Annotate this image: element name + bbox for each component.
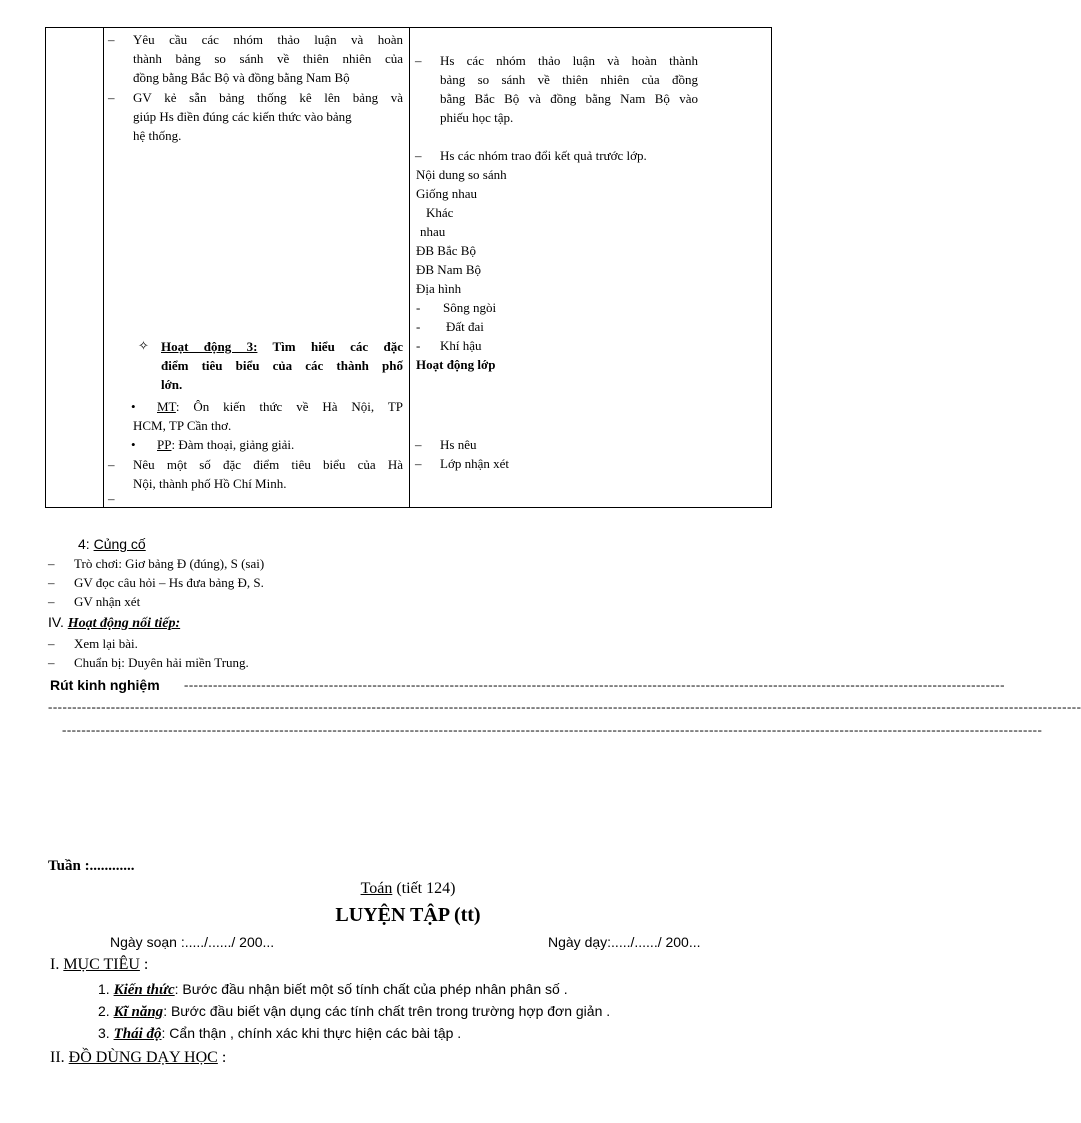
objective-1-label: Kiến thức: [113, 982, 175, 998]
bullet-dot: •: [131, 437, 136, 452]
small-dash: -: [416, 300, 421, 315]
consolidation-item-3: GV nhận xét: [74, 594, 141, 609]
table-column-divider: [103, 28, 104, 507]
rivers-label: Sông ngòi: [443, 300, 497, 315]
teacher-item-2-line-3: hệ thống.: [133, 128, 182, 143]
objective-2-label: Kĩ năng: [113, 1004, 164, 1020]
materials-title: ĐỒ DÙNG DẠY HỌC: [68, 1049, 218, 1066]
student-item-1-line-2: bảng so sánh về thiên nhiên của đồng: [440, 72, 698, 87]
lesson-period: (tiết 124): [392, 880, 456, 897]
dash-bullet: –: [108, 457, 115, 472]
materials-number: II.: [50, 1049, 69, 1066]
bullet-dot: •: [131, 399, 136, 414]
lessons-learned-dashes-1: --------------------------------------------------------------------------------------------------------------------------------------------------------------------------: [184, 677, 1005, 692]
small-dash: -: [416, 338, 421, 353]
dash-bullet: –: [48, 636, 55, 651]
consolidation-heading: [78, 536, 146, 552]
objective-2: [98, 1003, 610, 1021]
objective-3-text: : Cẩn thận , chính xác khi thực hiện các bài tập .: [161, 1025, 462, 1041]
activity-3-heading-line-1: [161, 339, 403, 355]
objective-label: MT: [157, 399, 176, 414]
objective-2-text: : Bước đầu biết vận dụng các tính chất trên trong trường hợp đơn giản .: [163, 1003, 611, 1019]
objective-3-label: Thái độ: [113, 1026, 162, 1042]
objective-text: : Ôn kiến thức về Hà Nội, TP: [175, 399, 403, 414]
class-comments: Lớp nhận xét: [440, 456, 509, 471]
dash-bullet: –: [415, 148, 422, 163]
dash-bullet: –: [108, 491, 115, 506]
consolidation-item-1: Trò chơi: Giơ bảng Đ (đúng), S (sai): [74, 556, 265, 571]
dash-bullet: –: [415, 456, 422, 471]
follow-up-heading: [48, 614, 180, 632]
teacher-item-1-line-3: đồng bằng Bắc Bộ và đồng bằng Nam Bộ: [133, 70, 350, 85]
dash-bullet: –: [108, 32, 115, 47]
objective-1-text: : Bước đầu nhận biết một số tính chất của phép nhân phân số .: [174, 981, 568, 997]
small-dash: -: [416, 319, 421, 334]
class-activity-label: Hoạt động lớp: [416, 357, 496, 372]
activity-3-label: Hoạt động 3:: [161, 339, 258, 354]
student-item-1-line-3: bằng Bắc Bộ và đồng bằng Nam Bộ vào: [440, 91, 698, 106]
preparation-date: Ngày soạn :...../....../ 200...: [110, 934, 275, 950]
week-label: Tuần :............: [48, 858, 135, 874]
objective-1: [98, 981, 568, 999]
follow-up-title: Hoạt động nối tiếp:: [67, 616, 181, 631]
student-item-2: Hs các nhóm trao đổi kết quả trước lớp.: [440, 148, 647, 163]
consolidation-item-2: GV đọc câu hỏi – Hs đưa bảng Đ, S.: [74, 575, 264, 590]
terrain-label: Địa hình: [416, 281, 462, 296]
comparison-content-label: Nội dung so sánh: [416, 167, 507, 182]
objectives-number: I.: [50, 956, 64, 973]
teacher-item-1-line-2: thành bảng so sánh về thiên nhiên của: [133, 51, 403, 66]
soil-label: Đất đai: [446, 319, 484, 334]
dash-bullet: –: [48, 594, 55, 609]
student-item-1-line-4: phiếu học tập.: [440, 110, 514, 125]
dash-bullet: –: [415, 437, 422, 452]
lessons-learned-label: Rút kinh nghiệm: [50, 677, 160, 693]
method-text: : Đàm thoại, giảng giải.: [171, 437, 295, 452]
consolidation-title: Củng cố: [93, 536, 146, 552]
objective-line-2: HCM, TP Cần thơ.: [133, 418, 232, 433]
red-river-delta-label: ĐB Bắc Bộ: [416, 243, 476, 258]
teacher-item-1-line-1: Yêu cầu các nhóm thảo luận và hoàn: [133, 32, 403, 47]
dash-bullet: –: [415, 53, 422, 68]
lesson-title: LUYỆN TẬP (tt): [335, 904, 481, 926]
dash-bullet: –: [48, 575, 55, 590]
method-line: [157, 437, 294, 453]
differences-label-part-1: Khác: [426, 205, 454, 220]
objective-2-number: 2.: [98, 1003, 114, 1019]
materials-colon: :: [217, 1049, 227, 1066]
dash-bullet: –: [48, 655, 55, 670]
students-answer: Hs nêu: [440, 437, 477, 452]
dash-bullet: –: [108, 90, 115, 105]
method-label: PP: [157, 437, 172, 452]
subject-name: Toán: [360, 880, 393, 897]
subject-line: [0, 880, 816, 898]
activity-3-heading-line-3: lớn.: [161, 377, 183, 392]
objectives-title: MỤC TIÊU: [63, 956, 140, 973]
lessons-learned-dashes-2: ----------------------------------------------------------------------------------------------------------------------------------------------------------------------------------------------------------------------: [48, 699, 1081, 714]
table-column-divider: [409, 28, 410, 507]
dash-bullet: –: [48, 556, 55, 571]
activity-3-title-part-1: Tìm hiểu các đặc: [272, 339, 404, 354]
objective-3-number: 3.: [98, 1025, 114, 1041]
objectives-colon: :: [139, 956, 149, 973]
student-item-1-line-1: Hs các nhóm thảo luận và hoàn thành: [440, 53, 698, 68]
objective-1-number: 1.: [98, 981, 114, 997]
climate-label: Khí hậu: [440, 338, 482, 353]
objectives-heading: [50, 956, 148, 974]
teacher-item-3-line-1: Nêu một số đặc điểm tiêu biểu của Hà: [133, 457, 403, 472]
similarities-label: Giống nhau: [416, 186, 478, 201]
differences-label-part-2: nhau: [420, 224, 446, 239]
teacher-item-3-line-2: Nội, thành phố Hồ Chí Minh.: [133, 476, 287, 491]
objective-line-1: [157, 399, 403, 415]
consolidation-number: 4:: [78, 536, 94, 552]
diamond-bullet-icon: ✧: [138, 338, 149, 353]
lessons-learned-dashes-3: -----------------------------------------------------------------------------------------------------------------------------------------------------------------------------------------------------------: [62, 722, 1043, 737]
activity-3-heading-line-2: điểm tiêu biểu của các thành phố: [161, 358, 403, 373]
follow-up-number: IV.: [48, 614, 68, 630]
teacher-item-2-line-2: giúp Hs điền đúng các kiến thức vào bảng: [133, 109, 352, 124]
objective-3: [98, 1025, 461, 1043]
teacher-item-2-line-1: GV kẻ sẵn bảng thống kê lên bảng và: [133, 90, 403, 105]
materials-heading: [50, 1049, 226, 1067]
follow-up-item-1: Xem lại bài.: [74, 636, 138, 651]
mekong-delta-label: ĐB Nam Bộ: [416, 262, 481, 277]
teaching-date: Ngày dạy:...../....../ 200...: [548, 934, 701, 950]
follow-up-item-2: Chuẩn bị: Duyên hải miền Trung.: [74, 655, 249, 670]
